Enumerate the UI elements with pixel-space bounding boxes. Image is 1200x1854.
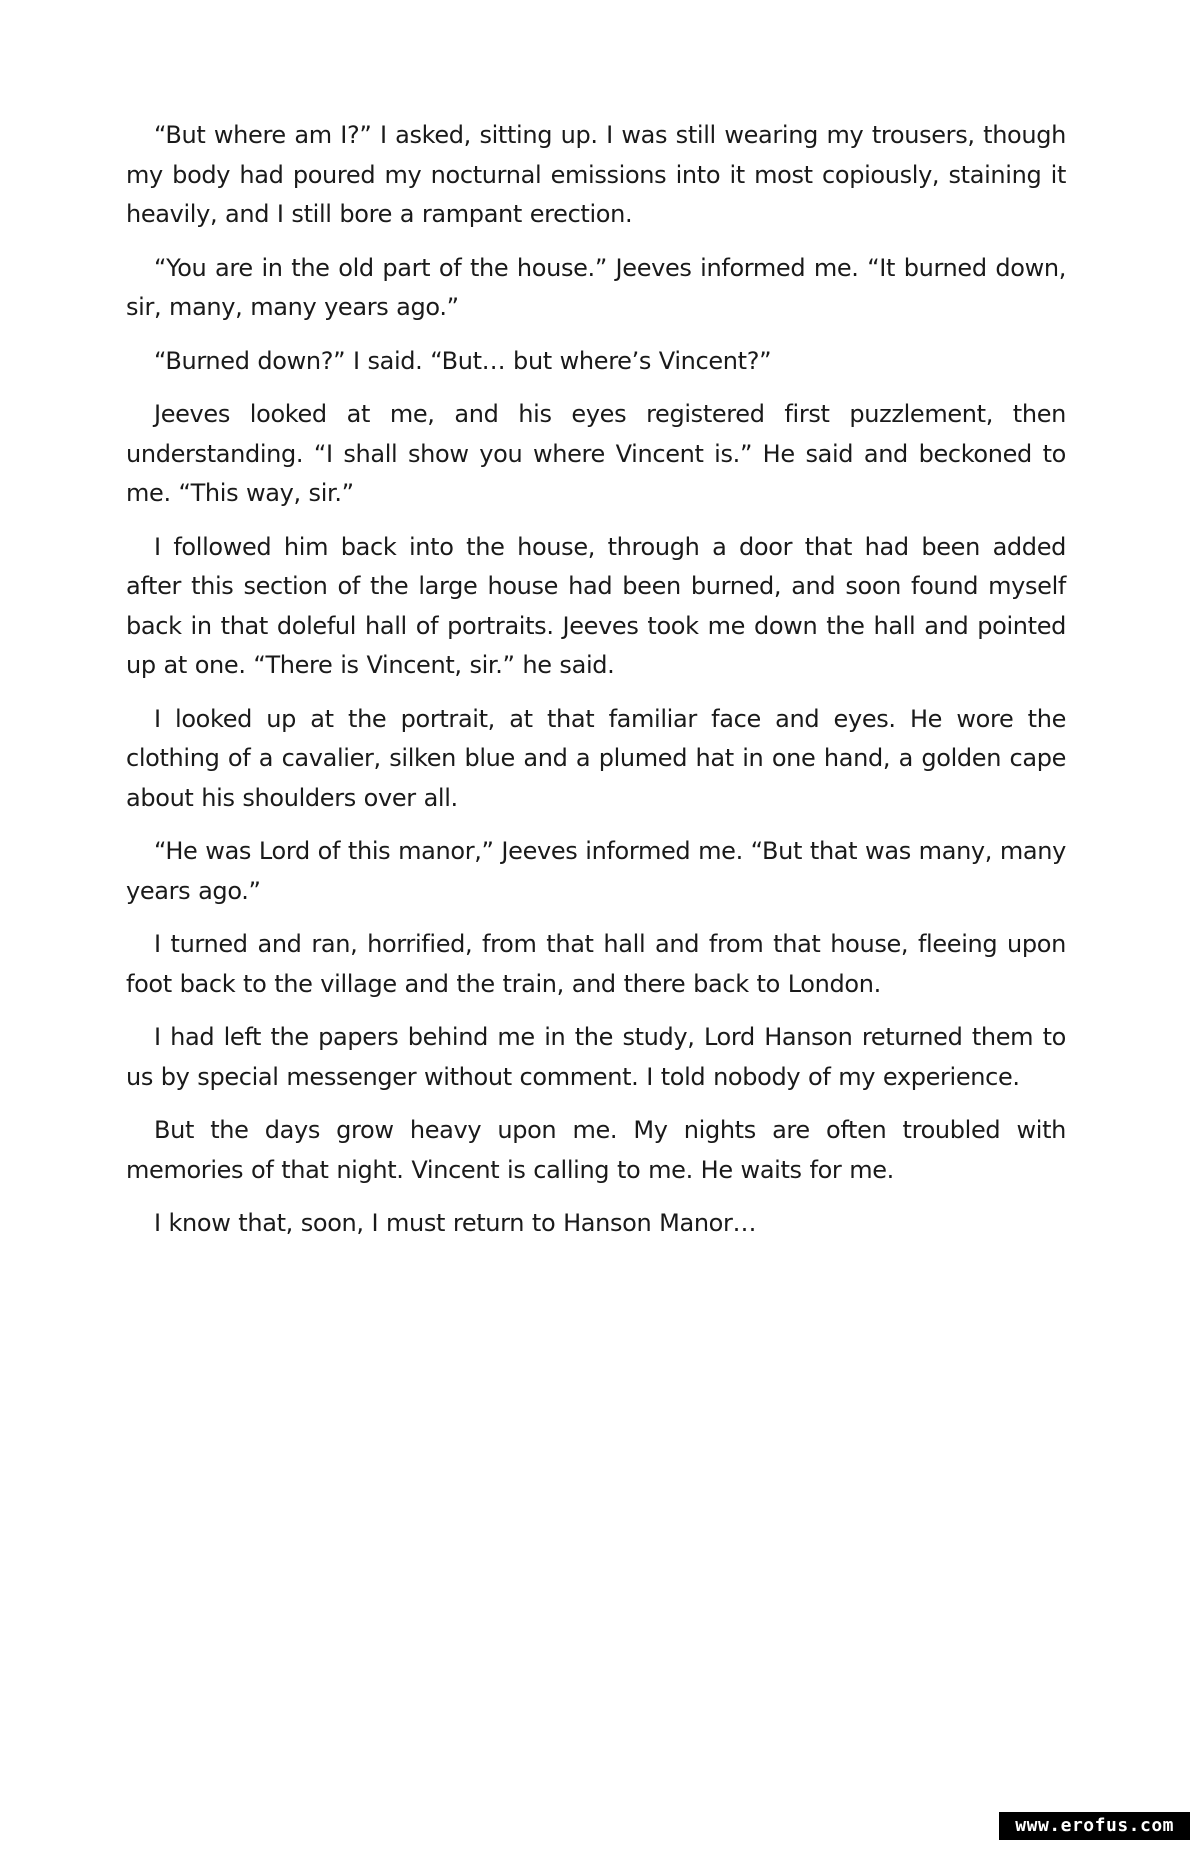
- paragraph-5: I followed him back into the house, through a door that had been added after this section of the large house had been burned, and soon found myself back in that doleful hall of portraits. Jeeves took me down the hall and pointed up at one. “There is Vincent, sir.” he said.: [126, 532, 1066, 679]
- paragraph-11: I know that, soon, I must return to Hanson Manor…: [154, 1209, 757, 1237]
- paragraph-2: “You are in the old part of the house.” Jeeves informed me. “It burned down, sir, many, many years ago.”: [126, 253, 1066, 321]
- paragraph-10: But the days grow heavy upon me. My nights are often troubled with memories of that night. Vincent is calling to me. He waits for me.: [126, 1116, 1066, 1184]
- paragraph-8: I turned and ran, horrified, from that hall and from that house, fleeing upon foot back to the village and the train, and there back to London.: [126, 930, 1066, 998]
- paragraph-4: Jeeves looked at me, and his eyes registered first puzzlement, then understanding. “I shall show you where Vincent is.” He said and beckoned to me. “This way, sir.”: [126, 400, 1066, 507]
- paragraph-3: “Burned down?” I said. “But… but where’s Vincent?”: [154, 346, 772, 375]
- paragraph-7: “He was Lord of this manor,” Jeeves informed me. “But that was many, many years ago.”: [126, 837, 1066, 905]
- paragraph-6: I looked up at the portrait, at that familiar face and eyes. He wore the clothing of a cavalier, silken blue and a plumed hat in one hand, a golden cape about his shoulders over all.: [126, 704, 1066, 812]
- paragraph-1: “But where am I?” I asked, sitting up. I was still wearing my trousers, though my body had poured my nocturnal emissions into it most copiously, staining it heavily, and I still bore a rampant erection.: [126, 121, 1066, 228]
- story-text-block: [126, 116, 1066, 1258]
- watermark-badge: www.erofus.com: [999, 1812, 1190, 1840]
- paragraph-9: I had left the papers behind me in the study, Lord Hanson returned them to us by special messenger without comment. I told nobody of my experience.: [126, 1023, 1066, 1091]
